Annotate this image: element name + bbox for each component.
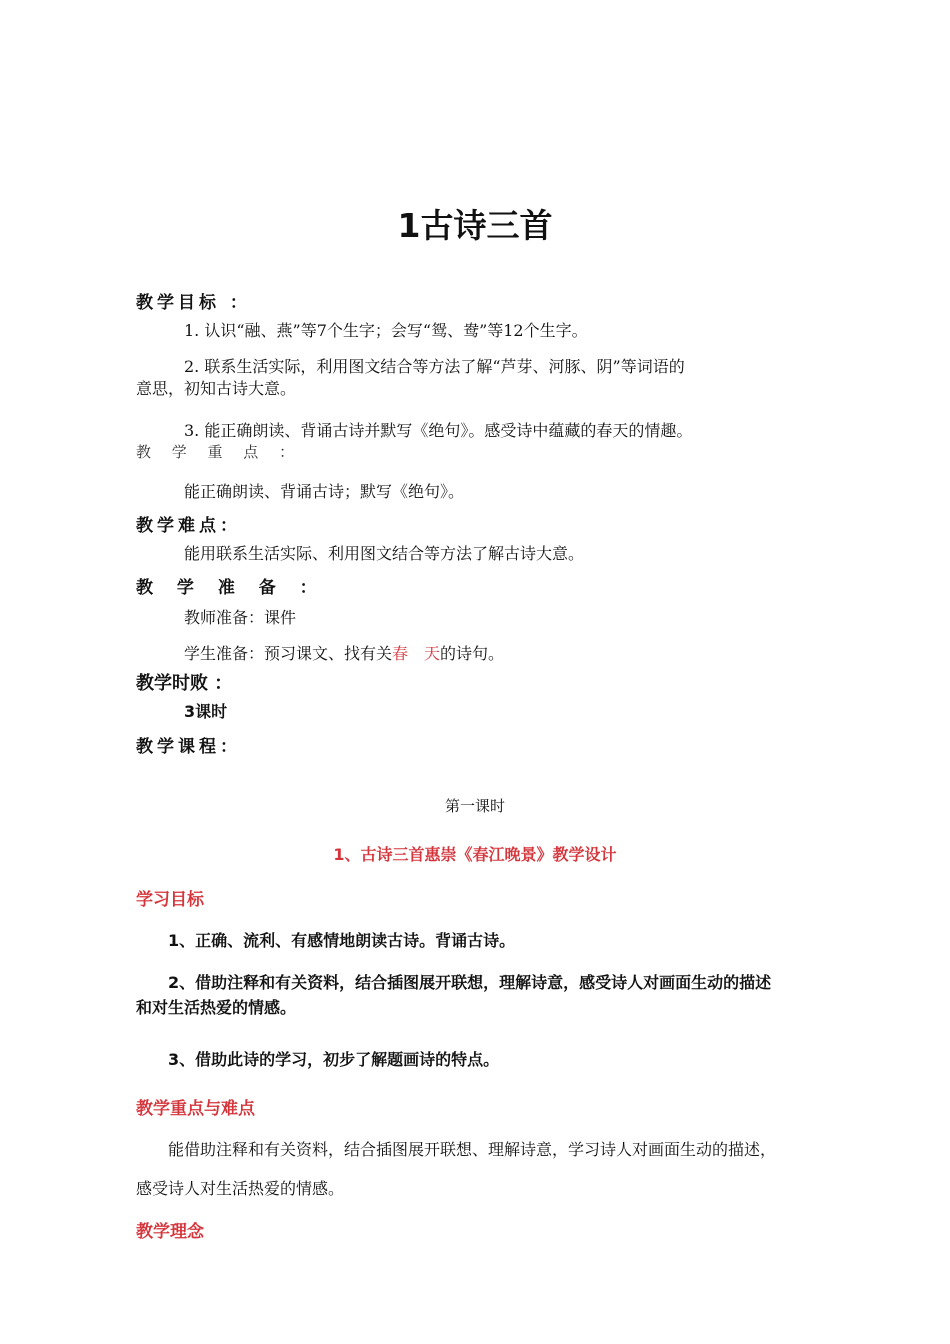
prep-student-highlight: 春 天 (392, 644, 441, 663)
goal-3: 3. 能正确朗读、背诵古诗并默写《绝句》。感受诗中蕴藏的春天的情趣。 (184, 421, 693, 440)
learning-goals-heading: 学习目标 (136, 890, 204, 910)
key-points-heading: 教 学 重 点 ： (136, 443, 303, 461)
key-difficulty-line-1: 能借助注释和有关资料，结合插图展开联想、理解诗意，学习诗人对画面生动的描述， (168, 1140, 777, 1159)
difficulty-text: 能用联系生活实际、利用图文结合等方法了解古诗大意。 (184, 544, 585, 563)
goal-2-line-1: 2. 联系生活实际，利用图文结合等方法了解“芦芽、河豚、阴”等词语的 (184, 357, 685, 376)
process-heading: 教学课程： (136, 737, 241, 757)
learning-goal-3: 3、借助此诗的学习，初步了解题画诗的特点。 (168, 1050, 500, 1069)
learning-goal-1: 1、正确、流利、有感情地朗读古诗。背诵古诗。 (168, 931, 516, 950)
goal-2-line-2: 意思，初知古诗大意。 (136, 379, 297, 398)
teaching-concept-heading: 教学理念 (136, 1222, 204, 1242)
prep-student-suffix: 的诗句。 (440, 644, 505, 663)
key-points-text: 能正确朗读、背诵古诗；默写《绝句》。 (184, 482, 465, 501)
prep-student (184, 641, 504, 664)
class-hours-text: 3课时 (184, 702, 228, 721)
key-difficulty-heading: 教学重点与难点 (136, 1099, 255, 1119)
learning-goal-2-line-1: 2、借助注释和有关资料，结合插图展开联想，理解诗意，感受诗人对画面生动的描述 (168, 973, 772, 992)
goal-1: 1. 认识“融、燕”等7个生字；会写“鸳、鸯”等12个生字。 (184, 321, 588, 340)
prep-student-prefix: 学生准备：预习课文、找有关 (184, 644, 393, 663)
prep-teacher: 教师准备：课件 (184, 608, 297, 627)
class-hours-heading: 教学时败 ： (136, 673, 233, 694)
preparation-heading: 教 学 准 备 ： (136, 578, 326, 598)
design-title: 1、古诗三首惠崇《春江晚景》教学设计 (333, 845, 617, 864)
page-title: 1古诗三首 (397, 206, 553, 245)
goals-heading: 教学目标 ： (136, 293, 251, 313)
difficulty-heading: 教学难点： (136, 516, 241, 536)
lesson-label: 第一课时 (444, 797, 505, 815)
learning-goal-2-line-2: 和对生活热爱的情感。 (136, 998, 297, 1017)
key-difficulty-line-2: 感受诗人对生活热爱的情感。 (136, 1179, 345, 1198)
